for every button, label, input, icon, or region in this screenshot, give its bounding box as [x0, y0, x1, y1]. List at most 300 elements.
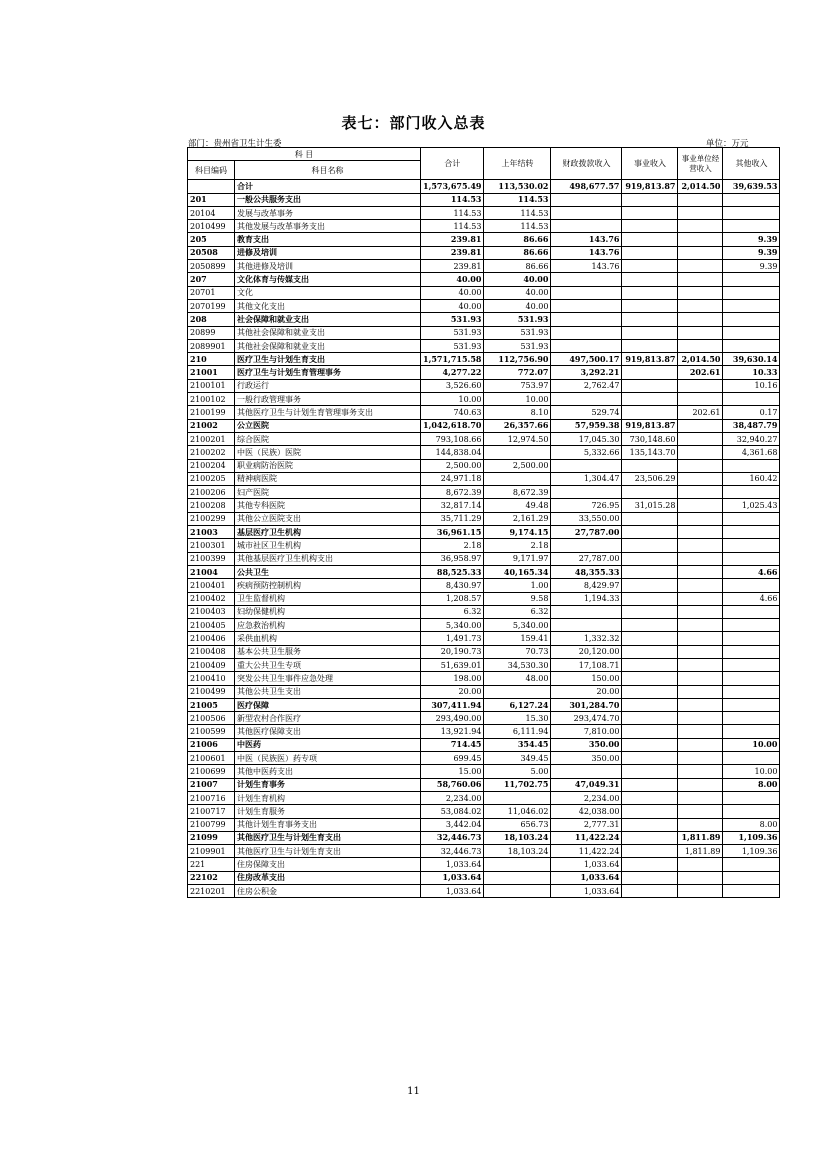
cell-name: 其他社会保障和就业支出 — [235, 339, 421, 352]
cell-other — [723, 286, 780, 299]
cell-total: 1,033.64 — [421, 871, 484, 884]
cell-other: 9.39 — [723, 260, 780, 273]
cell-fiscal: 33,550.00 — [551, 512, 622, 525]
cell-name: 其他文化支出 — [235, 299, 421, 312]
cell-name: 住房改革支出 — [235, 871, 421, 884]
cell-name: 发展与改革事务 — [235, 206, 421, 219]
table-row — [188, 871, 780, 884]
cell-carryover — [484, 472, 551, 485]
cell-total: 8,430.97 — [421, 579, 484, 592]
cell-fiscal — [551, 605, 622, 618]
cell-total: 1,042,618.70 — [421, 419, 484, 432]
cell-carryover: 9,171.97 — [484, 552, 551, 565]
table-row — [188, 619, 780, 632]
cell-other: 160.42 — [723, 472, 780, 485]
cell-business — [622, 632, 678, 645]
cell-operation — [678, 685, 723, 698]
cell-other: 4,361.68 — [723, 446, 780, 459]
cell-total: 740.63 — [421, 406, 484, 419]
table-row — [188, 579, 780, 592]
cell-code: 208 — [188, 313, 235, 326]
table-row — [188, 712, 780, 725]
table-row — [188, 605, 780, 618]
cell-fiscal: 1,332.32 — [551, 632, 622, 645]
cell-name: 基层医疗卫生机构 — [235, 526, 421, 539]
cell-other: 10.00 — [723, 765, 780, 778]
cell-business — [622, 871, 678, 884]
cell-other — [723, 632, 780, 645]
cell-operation — [678, 672, 723, 685]
cell-code: 22102 — [188, 871, 235, 884]
cell-code: 2100408 — [188, 645, 235, 658]
cell-code: 2100599 — [188, 725, 235, 738]
cell-fiscal: 143.76 — [551, 246, 622, 259]
cell-fiscal: 20.00 — [551, 685, 622, 698]
cell-total: 114.53 — [421, 193, 484, 206]
cell-code: 2100205 — [188, 472, 235, 485]
cell-operation — [678, 778, 723, 791]
cell-operation — [678, 698, 723, 711]
cell-operation — [678, 552, 723, 565]
cell-name: 一般行政管理事务 — [235, 393, 421, 406]
cell-name: 采供血机构 — [235, 632, 421, 645]
cell-total: 3,442.04 — [421, 818, 484, 831]
cell-carryover — [484, 446, 551, 459]
cell-total: 3,526.60 — [421, 379, 484, 392]
cell-fiscal — [551, 539, 622, 552]
cell-carryover — [484, 871, 551, 884]
table-row — [188, 765, 780, 778]
cell-total: 40.00 — [421, 273, 484, 286]
cell-carryover — [484, 885, 551, 898]
cell-total: 20,190.73 — [421, 645, 484, 658]
cell-fiscal: 11,422.24 — [551, 831, 622, 844]
cell-operation — [678, 752, 723, 765]
cell-operation: 202.61 — [678, 406, 723, 419]
table-row — [188, 818, 780, 831]
cell-business — [622, 712, 678, 725]
cell-name: 其他计划生育事务支出 — [235, 818, 421, 831]
cell-fiscal: 150.00 — [551, 672, 622, 685]
cell-operation — [678, 605, 723, 618]
cell-code: 20899 — [188, 326, 235, 339]
cell-other: 9.39 — [723, 246, 780, 259]
cell-business — [622, 260, 678, 273]
cell-code: 2050899 — [188, 260, 235, 273]
cell-business — [622, 326, 678, 339]
cell-code: 21004 — [188, 565, 235, 578]
cell-operation — [678, 738, 723, 751]
cell-name: 一般公共服务支出 — [235, 193, 421, 206]
cell-code: 201 — [188, 193, 235, 206]
cell-other — [723, 645, 780, 658]
cell-code — [188, 180, 235, 193]
cell-carryover: 40,165.34 — [484, 565, 551, 578]
cell-operation — [678, 286, 723, 299]
cell-total: 144,838.04 — [421, 446, 484, 459]
cell-operation — [678, 512, 723, 525]
cell-other: 8.00 — [723, 818, 780, 831]
cell-operation — [678, 486, 723, 499]
cell-code: 2100101 — [188, 379, 235, 392]
cell-carryover: 40.00 — [484, 299, 551, 312]
cell-operation — [678, 206, 723, 219]
cell-operation — [678, 871, 723, 884]
cell-other: 10.00 — [723, 738, 780, 751]
cell-other: 39,639.53 — [723, 180, 780, 193]
unit-label: 单位：万元 — [706, 139, 749, 149]
table-row — [188, 393, 780, 406]
cell-carryover: 18,103.24 — [484, 845, 551, 858]
cell-total: 293,490.00 — [421, 712, 484, 725]
cell-fiscal: 48,355.33 — [551, 565, 622, 578]
cell-other — [723, 326, 780, 339]
table-row — [188, 805, 780, 818]
cell-carryover — [484, 685, 551, 698]
cell-carryover: 531.93 — [484, 339, 551, 352]
header-subject: 科 目 — [188, 148, 421, 161]
cell-fiscal — [551, 299, 622, 312]
cell-operation — [678, 592, 723, 605]
cell-business — [622, 698, 678, 711]
cell-fiscal: 17,045.30 — [551, 432, 622, 445]
table-row — [188, 246, 780, 259]
cell-code: 2100409 — [188, 658, 235, 671]
cell-fiscal: 497,500.17 — [551, 353, 622, 366]
cell-total: 58,760.06 — [421, 778, 484, 791]
cell-business — [622, 220, 678, 233]
cell-name: 计划生育事务 — [235, 778, 421, 791]
cell-carryover: 5,340.00 — [484, 619, 551, 632]
cell-carryover: 753.97 — [484, 379, 551, 392]
cell-carryover: 354.45 — [484, 738, 551, 751]
table-row — [188, 366, 780, 379]
table-row — [188, 273, 780, 286]
cell-other — [723, 885, 780, 898]
cell-total: 2,500.00 — [421, 459, 484, 472]
cell-name: 公立医院 — [235, 419, 421, 432]
cell-fiscal: 2,777.31 — [551, 818, 622, 831]
cell-operation — [678, 260, 723, 273]
cell-total: 10.00 — [421, 393, 484, 406]
cell-fiscal: 27,787.00 — [551, 526, 622, 539]
table-row — [188, 552, 780, 565]
cell-other — [723, 698, 780, 711]
department-label: 部门：贵州省卫生计生委 — [188, 139, 282, 149]
cell-operation — [678, 246, 723, 259]
cell-operation — [678, 712, 723, 725]
cell-total: 239.81 — [421, 260, 484, 273]
table-row — [188, 326, 780, 339]
cell-carryover: 86.66 — [484, 233, 551, 246]
cell-carryover: 114.53 — [484, 193, 551, 206]
cell-business — [622, 619, 678, 632]
table-row — [188, 499, 780, 512]
cell-total: 32,817.14 — [421, 499, 484, 512]
cell-code: 210 — [188, 353, 235, 366]
cell-operation — [678, 791, 723, 804]
cell-fiscal: 20,120.00 — [551, 645, 622, 658]
cell-total: 36,961.15 — [421, 526, 484, 539]
cell-operation: 1,811.89 — [678, 845, 723, 858]
cell-operation — [678, 579, 723, 592]
cell-name: 其他中医药支出 — [235, 765, 421, 778]
table-row — [188, 353, 780, 366]
cell-carryover: 26,357.66 — [484, 419, 551, 432]
cell-operation — [678, 619, 723, 632]
cell-business — [622, 738, 678, 751]
cell-name: 计划生育服务 — [235, 805, 421, 818]
cell-business — [622, 193, 678, 206]
cell-business — [622, 579, 678, 592]
cell-name: 其他医疗卫生与计划生育支出 — [235, 831, 421, 844]
cell-other — [723, 658, 780, 671]
cell-code: 21007 — [188, 778, 235, 791]
table-row — [188, 512, 780, 525]
cell-fiscal: 11,422.24 — [551, 845, 622, 858]
cell-name: 其他公共卫生支出 — [235, 685, 421, 698]
cell-carryover: 11,702.75 — [484, 778, 551, 791]
cell-total: 8,672.39 — [421, 486, 484, 499]
cell-operation — [678, 419, 723, 432]
cell-carryover: 113,530.02 — [484, 180, 551, 193]
cell-operation — [678, 818, 723, 831]
cell-carryover: 1.00 — [484, 579, 551, 592]
cell-total: 2,234.00 — [421, 791, 484, 804]
cell-other — [723, 299, 780, 312]
header-carryover: 上年结转 — [484, 148, 551, 180]
cell-total: 1,033.64 — [421, 885, 484, 898]
cell-business — [622, 845, 678, 858]
cell-code: 2100402 — [188, 592, 235, 605]
cell-name: 其他社会保障和就业支出 — [235, 326, 421, 339]
cell-name: 医疗卫生与计划生育管理事务 — [235, 366, 421, 379]
cell-operation — [678, 339, 723, 352]
cell-total: 88,525.33 — [421, 565, 484, 578]
table-row — [188, 313, 780, 326]
cell-name: 其他基层医疗卫生机构支出 — [235, 552, 421, 565]
cell-business — [622, 393, 678, 406]
cell-other — [723, 579, 780, 592]
cell-fiscal: 498,677.57 — [551, 180, 622, 193]
cell-total: 531.93 — [421, 326, 484, 339]
cell-fiscal: 57,959.38 — [551, 419, 622, 432]
table-row — [188, 658, 780, 671]
cell-code: 2100299 — [188, 512, 235, 525]
table-row — [188, 592, 780, 605]
cell-carryover: 8,672.39 — [484, 486, 551, 499]
cell-fiscal: 143.76 — [551, 233, 622, 246]
cell-code: 2100199 — [188, 406, 235, 419]
cell-carryover: 40.00 — [484, 286, 551, 299]
cell-operation — [678, 233, 723, 246]
cell-other — [723, 339, 780, 352]
cell-code: 2100405 — [188, 619, 235, 632]
table-row — [188, 299, 780, 312]
cell-carryover — [484, 858, 551, 871]
table-row — [188, 260, 780, 273]
cell-code: 205 — [188, 233, 235, 246]
cell-code: 2100499 — [188, 685, 235, 698]
cell-operation — [678, 193, 723, 206]
table-row — [188, 845, 780, 858]
cell-fiscal: 1,194.33 — [551, 592, 622, 605]
table-row — [188, 526, 780, 539]
cell-fiscal: 143.76 — [551, 260, 622, 273]
cell-operation — [678, 632, 723, 645]
cell-total: 1,571,715.58 — [421, 353, 484, 366]
cell-business — [622, 512, 678, 525]
cell-fiscal — [551, 393, 622, 406]
cell-business: 919,813.87 — [622, 180, 678, 193]
cell-total: 5,340.00 — [421, 619, 484, 632]
table-row — [188, 432, 780, 445]
cell-operation — [678, 858, 723, 871]
table-row — [188, 791, 780, 804]
cell-carryover: 70.73 — [484, 645, 551, 658]
table-row — [188, 698, 780, 711]
cell-fiscal: 3,292.21 — [551, 366, 622, 379]
table-row — [188, 339, 780, 352]
cell-business — [622, 858, 678, 871]
cell-carryover: 114.53 — [484, 206, 551, 219]
header-operation: 事业单位经营收入 — [678, 148, 723, 180]
cell-business: 23,506.29 — [622, 472, 678, 485]
cell-code: 2100204 — [188, 459, 235, 472]
table-row — [188, 725, 780, 738]
cell-total: 1,573,675.49 — [421, 180, 484, 193]
cell-business — [622, 805, 678, 818]
cell-operation — [678, 645, 723, 658]
cell-fiscal: 8,429.97 — [551, 579, 622, 592]
cell-total: 1,491.73 — [421, 632, 484, 645]
cell-business — [622, 565, 678, 578]
cell-name: 合计 — [235, 180, 421, 193]
table-row — [188, 565, 780, 578]
cell-total: 15.00 — [421, 765, 484, 778]
table-row — [188, 632, 780, 645]
cell-business — [622, 273, 678, 286]
cell-name: 综合医院 — [235, 432, 421, 445]
cell-business — [622, 791, 678, 804]
cell-other — [723, 605, 780, 618]
cell-total: 51,639.01 — [421, 658, 484, 671]
header-row-1 — [188, 148, 780, 161]
cell-fiscal: 350.00 — [551, 752, 622, 765]
cell-business: 919,813.87 — [622, 419, 678, 432]
cell-carryover: 114.53 — [484, 220, 551, 233]
cell-other — [723, 393, 780, 406]
cell-business — [622, 885, 678, 898]
cell-business — [622, 299, 678, 312]
cell-total: 6.32 — [421, 605, 484, 618]
table-row — [188, 486, 780, 499]
cell-total: 1,033.64 — [421, 858, 484, 871]
cell-total: 699.45 — [421, 752, 484, 765]
cell-business — [622, 645, 678, 658]
cell-name: 应急救治机构 — [235, 619, 421, 632]
cell-code: 2070199 — [188, 299, 235, 312]
cell-operation — [678, 432, 723, 445]
cell-name: 行政运行 — [235, 379, 421, 392]
cell-total: 36,958.97 — [421, 552, 484, 565]
cell-business — [622, 552, 678, 565]
cell-carryover: 48.00 — [484, 672, 551, 685]
cell-code: 21099 — [188, 831, 235, 844]
header-fiscal: 财政拨款收入 — [551, 148, 622, 180]
cell-carryover: 772.07 — [484, 366, 551, 379]
cell-carryover: 6,111.94 — [484, 725, 551, 738]
cell-carryover: 86.66 — [484, 260, 551, 273]
cell-name: 妇幼保健机构 — [235, 605, 421, 618]
cell-carryover: 10.00 — [484, 393, 551, 406]
cell-operation — [678, 299, 723, 312]
cell-fiscal — [551, 339, 622, 352]
table-row — [188, 858, 780, 871]
cell-operation — [678, 805, 723, 818]
cell-name: 社会保障和就业支出 — [235, 313, 421, 326]
cell-carryover: 2,161.29 — [484, 512, 551, 525]
cell-operation: 2,014.50 — [678, 353, 723, 366]
cell-fiscal: 42,038.00 — [551, 805, 622, 818]
cell-other — [723, 871, 780, 884]
cell-code: 2100410 — [188, 672, 235, 685]
table-row — [188, 459, 780, 472]
cell-name: 疾病预防控制机构 — [235, 579, 421, 592]
table-row — [188, 685, 780, 698]
cell-carryover: 49.48 — [484, 499, 551, 512]
table-row — [188, 672, 780, 685]
cell-other — [723, 220, 780, 233]
cell-other — [723, 752, 780, 765]
cell-operation — [678, 658, 723, 671]
cell-fiscal: 1,033.64 — [551, 885, 622, 898]
cell-name: 重大公共卫生专项 — [235, 658, 421, 671]
cell-code: 2100799 — [188, 818, 235, 831]
cell-name: 其他医疗卫生与计划生育支出 — [235, 845, 421, 858]
cell-business: 919,813.87 — [622, 353, 678, 366]
cell-name: 职业病防治医院 — [235, 459, 421, 472]
table-row — [188, 233, 780, 246]
cell-code: 207 — [188, 273, 235, 286]
header-code: 科目编码 — [188, 161, 235, 180]
cell-business — [622, 539, 678, 552]
cell-other — [723, 526, 780, 539]
cell-carryover: 11,046.02 — [484, 805, 551, 818]
cell-fiscal: 529.74 — [551, 406, 622, 419]
cell-fiscal: 7,810.00 — [551, 725, 622, 738]
cell-operation: 1,811.89 — [678, 831, 723, 844]
cell-carryover — [484, 791, 551, 804]
cell-operation — [678, 565, 723, 578]
cell-name: 其他发展与改革事务支出 — [235, 220, 421, 233]
cell-fiscal — [551, 486, 622, 499]
cell-business — [622, 605, 678, 618]
table-row — [188, 406, 780, 419]
cell-other: 1,109.36 — [723, 845, 780, 858]
cell-name: 其他医疗保障支出 — [235, 725, 421, 738]
cell-business — [622, 459, 678, 472]
cell-carryover: 159.41 — [484, 632, 551, 645]
cell-fiscal: 2,762.47 — [551, 379, 622, 392]
cell-fiscal: 17,108.71 — [551, 658, 622, 671]
cell-other — [723, 552, 780, 565]
cell-code: 2089901 — [188, 339, 235, 352]
cell-total: 198.00 — [421, 672, 484, 685]
cell-code: 2100506 — [188, 712, 235, 725]
page-number: 11 — [407, 1086, 420, 1097]
cell-name: 计划生育机构 — [235, 791, 421, 804]
